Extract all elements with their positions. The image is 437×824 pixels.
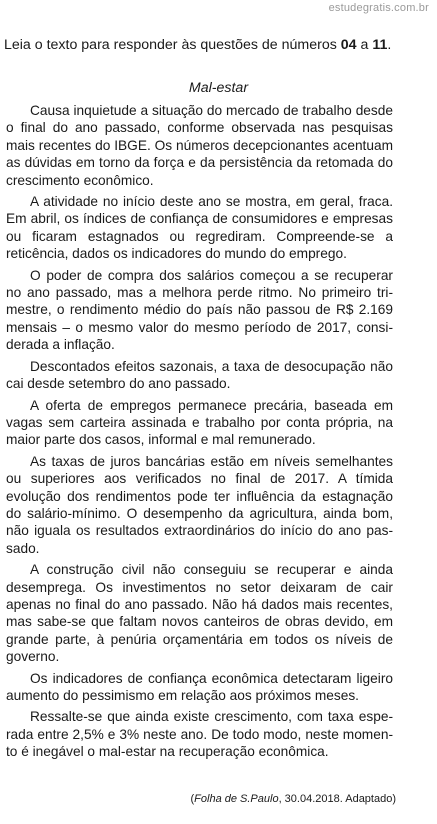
paragraph: Os indicadores de confiança econômica detectaram ligeiro aumento do pessimismo em relação aos próximos meses. xyxy=(6,670,393,703)
site-watermark: estudegratis.com.br xyxy=(328,2,429,14)
paragraph: Descontados efeitos sazonais, a taxa de desocupação não cai desde setembro do ano passado. xyxy=(6,358,393,392)
paragraph: As taxas de juros bancárias estão em níveis semelhantes ou superiores aos verificados no final de 2017. A tímida evolução dos rendimentos pode ter influência da estagnação do salário-mínimo. O desempenho da agricultura, ainda bom, não iguala os resultados extraordinários do início do ano passado. xyxy=(6,453,393,556)
source-publication: Folha de S.Paulo xyxy=(194,793,279,805)
article-source xyxy=(191,792,397,806)
source-details: , 30.04.2018. Adaptado) xyxy=(278,793,396,805)
instruction-middle: a xyxy=(356,37,373,53)
paragraph: A oferta de empregos permanece precária, baseada em vagas sem carteira assinada e trabalho por conta própria, na maior parte dos casos, informal e mal remunerado. xyxy=(6,397,393,448)
question-range-start: 04 xyxy=(340,37,357,53)
paragraph: O poder de compra dos salários começou a se recuperar no ano passado, mas a melhora perde ritmo. No primeiro trimestre, o rendimento médio do país não passou de R$ 2.169 mensais – o mesmo valor do mesmo período de 2017, considerada a inflação. xyxy=(6,267,393,353)
instruction-suffix: . xyxy=(387,37,392,53)
article-body xyxy=(6,102,393,765)
article-title: Mal-estar xyxy=(188,80,249,96)
paragraph: Causa inquietude a situação do mercado de trabalho desde o final do ano passado, conforme observada nas pesquisas mais recentes do IBGE. Os números decepcionantes acentuam as dúvidas em torno da força e da persistência da retomada do crescimento econômico. xyxy=(6,103,393,188)
question-range-end: 11 xyxy=(372,37,388,53)
source-open: ( xyxy=(190,793,195,805)
paragraph: Ressalte-se que ainda existe crescimento, com taxa esperada entre 2,5% e 3% neste ano. De todo modo, neste momento é inegável o mal-estar na recuperação econômica. xyxy=(6,709,393,760)
paragraph: A construção civil não conseguiu se recuperar e ainda desemprega. Os investimentos no setor deixaram de cair apenas no final do ano passado. Não há dados mais recentes, mas sabe-se que faltam novos canteiros de obras devido, em grande parte, à penúria orçamentária em todos os níveis de governo. xyxy=(6,562,393,665)
paragraph: A atividade no início deste ano se mostra, em geral, fraca. Em abril, os índices de confiança de consumidores e empresas ou ficaram estagnados ou regrediram. Compreende-se a reticência, dados os indicadores do mundo do emprego. xyxy=(6,194,393,262)
instruction-prefix: Leia o texto para responder às questões de números xyxy=(4,37,341,53)
question-instruction xyxy=(4,36,432,54)
